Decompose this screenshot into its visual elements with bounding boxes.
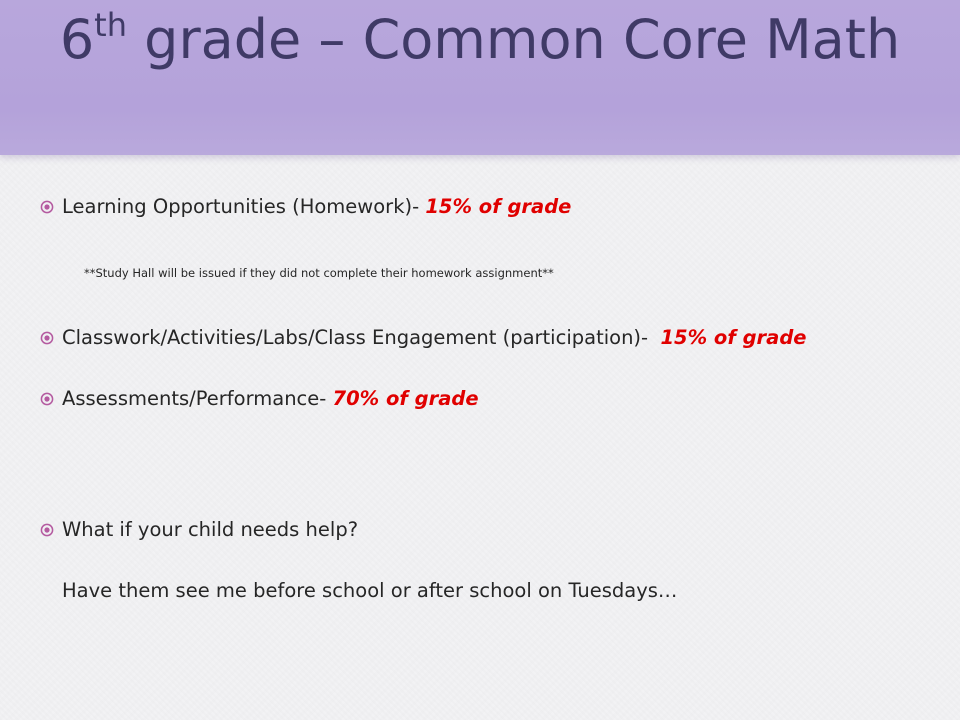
bullet-emphasis: 70% of grade xyxy=(332,387,479,410)
title-superscript: th xyxy=(94,6,127,44)
circled-dot-icon xyxy=(40,331,54,345)
bullet-homework xyxy=(40,195,571,218)
bullet-assessments xyxy=(40,387,479,410)
bullet-text: Learning Opportunities (Homework)- xyxy=(62,195,426,218)
bullet-text: What if your child needs help? xyxy=(62,518,359,541)
bullet-emphasis: 15% of grade xyxy=(660,326,807,349)
bullet-help xyxy=(40,518,358,541)
study-hall-note: **Study Hall will be issued if they did not complete their homework assignment** xyxy=(84,266,554,280)
title-text: grade – Common Core Math xyxy=(127,8,901,71)
title-number: 6 xyxy=(59,8,95,71)
bullet-text: Assessments/Performance- xyxy=(62,387,333,410)
bullet-text: Classwork/Activities/Labs/Class Engagement (participation)- xyxy=(62,326,661,349)
bullet-emphasis: 15% of grade xyxy=(425,195,572,218)
circled-dot-icon xyxy=(40,392,54,406)
circled-dot-icon xyxy=(40,200,54,214)
bullet-classwork xyxy=(40,326,807,349)
circled-dot-icon xyxy=(40,523,54,537)
help-followup: Have them see me before school or after school on Tuesdays… xyxy=(62,579,678,602)
